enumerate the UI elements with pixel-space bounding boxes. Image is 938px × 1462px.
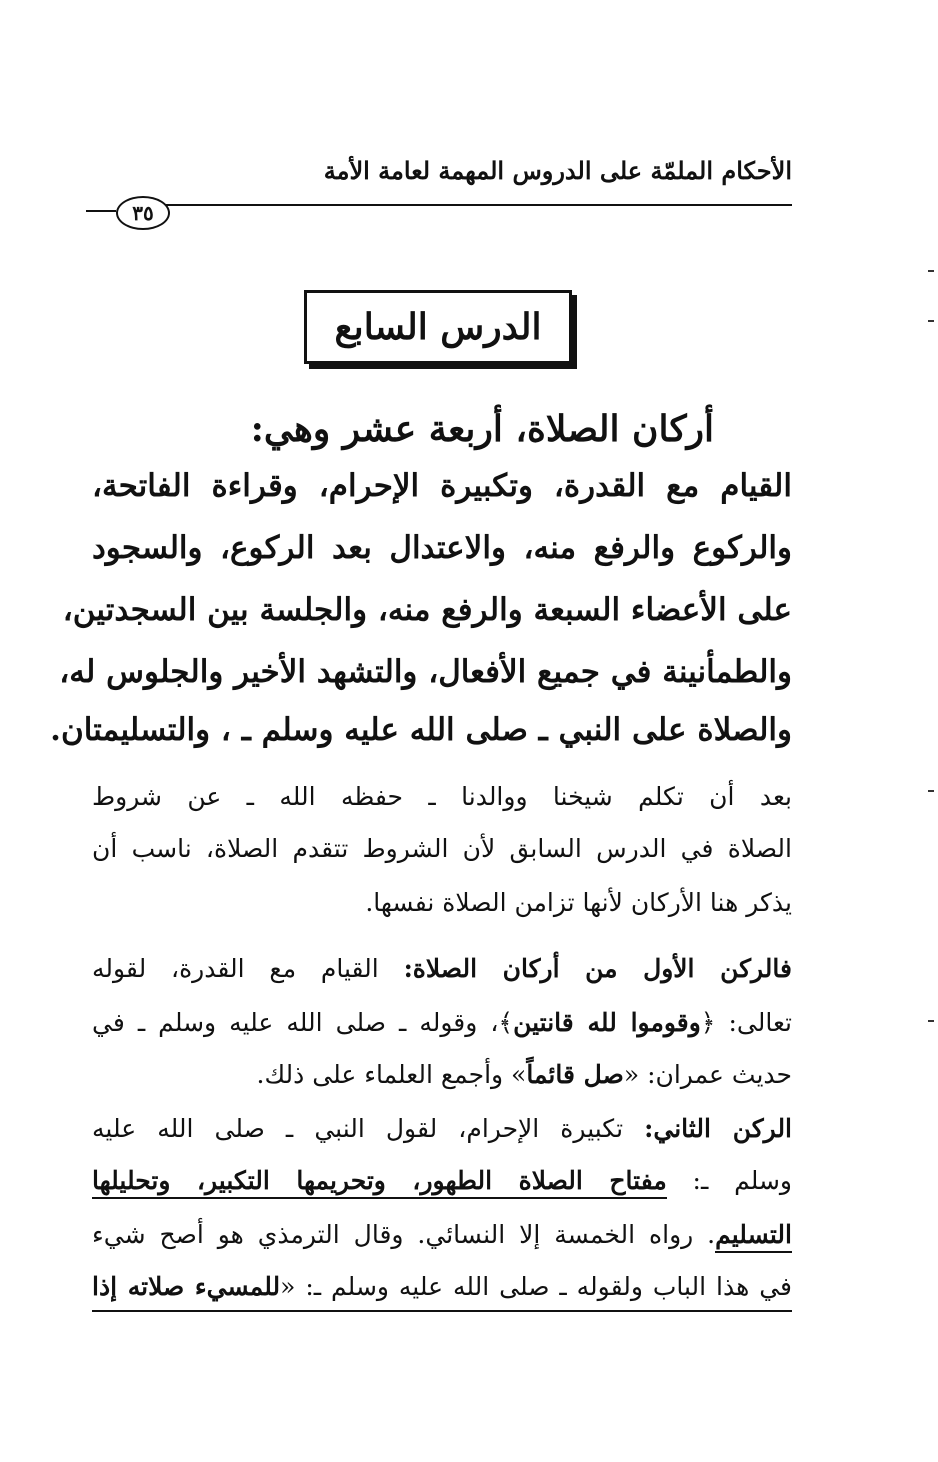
pillar1-line3-suffix: » وأجمع العلماء على ذلك. bbox=[256, 1060, 527, 1089]
section-heading: أركان الصلاة، أربعة عشر وهي: bbox=[250, 408, 714, 450]
pillar2-line4-prefix: في هذا الباب ولقوله ـ صلى الله عليه وسلم ـ: « bbox=[280, 1272, 792, 1301]
margin-mark bbox=[928, 790, 934, 792]
pillar1-line2-prefix: تعالى: ﴿ bbox=[700, 1008, 792, 1037]
pillar2-line-4 bbox=[92, 1272, 792, 1301]
pillar1-line-3 bbox=[92, 1060, 792, 1089]
page-number-dash bbox=[86, 210, 116, 212]
pillar1-line-2 bbox=[92, 1008, 792, 1037]
pillars-line-3: على الأعضاء السبعة والرفع منه، والجلسة بين السجدتين، bbox=[62, 592, 792, 628]
pillar1-line-1 bbox=[92, 954, 792, 983]
pillar2-line3-text: . رواه الخمسة إلا النسائي. وقال الترمذي هو أصح شيء bbox=[92, 1220, 716, 1249]
pillar2-line2-prefix: وسلم ـ: bbox=[666, 1166, 793, 1195]
pillar1-line3-prefix: حديث عمران: « bbox=[623, 1060, 792, 1089]
hadith-quote-2b: التسليم bbox=[715, 1220, 792, 1253]
pillar1-line1-text: القيام مع القدرة، لقوله bbox=[92, 954, 379, 983]
pillar2-line-3 bbox=[92, 1220, 792, 1249]
header-rule bbox=[165, 204, 792, 206]
pillars-line-1: القيام مع القدرة، وتكبيرة الإحرام، وقراءة الفاتحة، bbox=[92, 468, 792, 504]
intro-line-2: الصلاة في الدرس السابق لأن الشروط تتقدم الصلاة، ناسب أن bbox=[92, 834, 792, 863]
pillars-line-4: والطمأنينة في جميع الأفعال، والتشهد الأخير والجلوس له، bbox=[59, 654, 792, 690]
intro-line-1: بعد أن تكلم شيخنا ووالدنا ـ حفظه الله ـ عن شروط bbox=[92, 782, 792, 811]
pillar2-label: الركن الثاني: bbox=[644, 1114, 793, 1143]
page-number-ornament bbox=[86, 194, 170, 230]
intro-line-3: يذكر هنا الأركان لأنها تزامن الصلاة نفسها. bbox=[365, 888, 792, 917]
hadith-quote-1: صل قائماً bbox=[526, 1060, 624, 1089]
lesson-title-box bbox=[304, 290, 572, 364]
pillar2-line-1 bbox=[92, 1114, 792, 1143]
hadith-quote-2a: مفتاح الصلاة الطهور، وتحريمها التكبير، وتحليلها bbox=[92, 1166, 667, 1199]
margin-mark bbox=[928, 320, 934, 322]
margin-mark bbox=[928, 1020, 934, 1022]
pillar1-label: فالركن الأول من أركان الصلاة: bbox=[403, 954, 792, 983]
pillar2-line-2 bbox=[92, 1166, 792, 1195]
pillars-line-2: والركوع والرفع منه، والاعتدال بعد الركوع، والسجود bbox=[92, 530, 792, 566]
quran-quote: وقوموا لله قانتين bbox=[513, 1008, 701, 1037]
pillar1-line2-suffix: ﴾، وقوله ـ صلى الله عليه وسلم ـ في bbox=[92, 1008, 514, 1037]
hadith-quote-3: للمسيء صلاته إذا bbox=[92, 1272, 281, 1301]
margin-mark bbox=[928, 270, 934, 272]
pillars-line-5: والصلاة على النبي ـ صلى الله عليه وسلم ـ ، والتسليمتان. bbox=[50, 712, 792, 748]
page-number: ٣٥ bbox=[116, 196, 170, 230]
running-header-title: الأحكام الملمّة على الدروس المهمة لعامة الأمة bbox=[323, 156, 792, 185]
bottom-rule bbox=[92, 1310, 792, 1312]
lesson-title: الدرس السابع bbox=[334, 306, 542, 348]
pillar2-line1-text: تكبيرة الإحرام، لقول النبي ـ صلى الله عليه bbox=[92, 1114, 624, 1143]
